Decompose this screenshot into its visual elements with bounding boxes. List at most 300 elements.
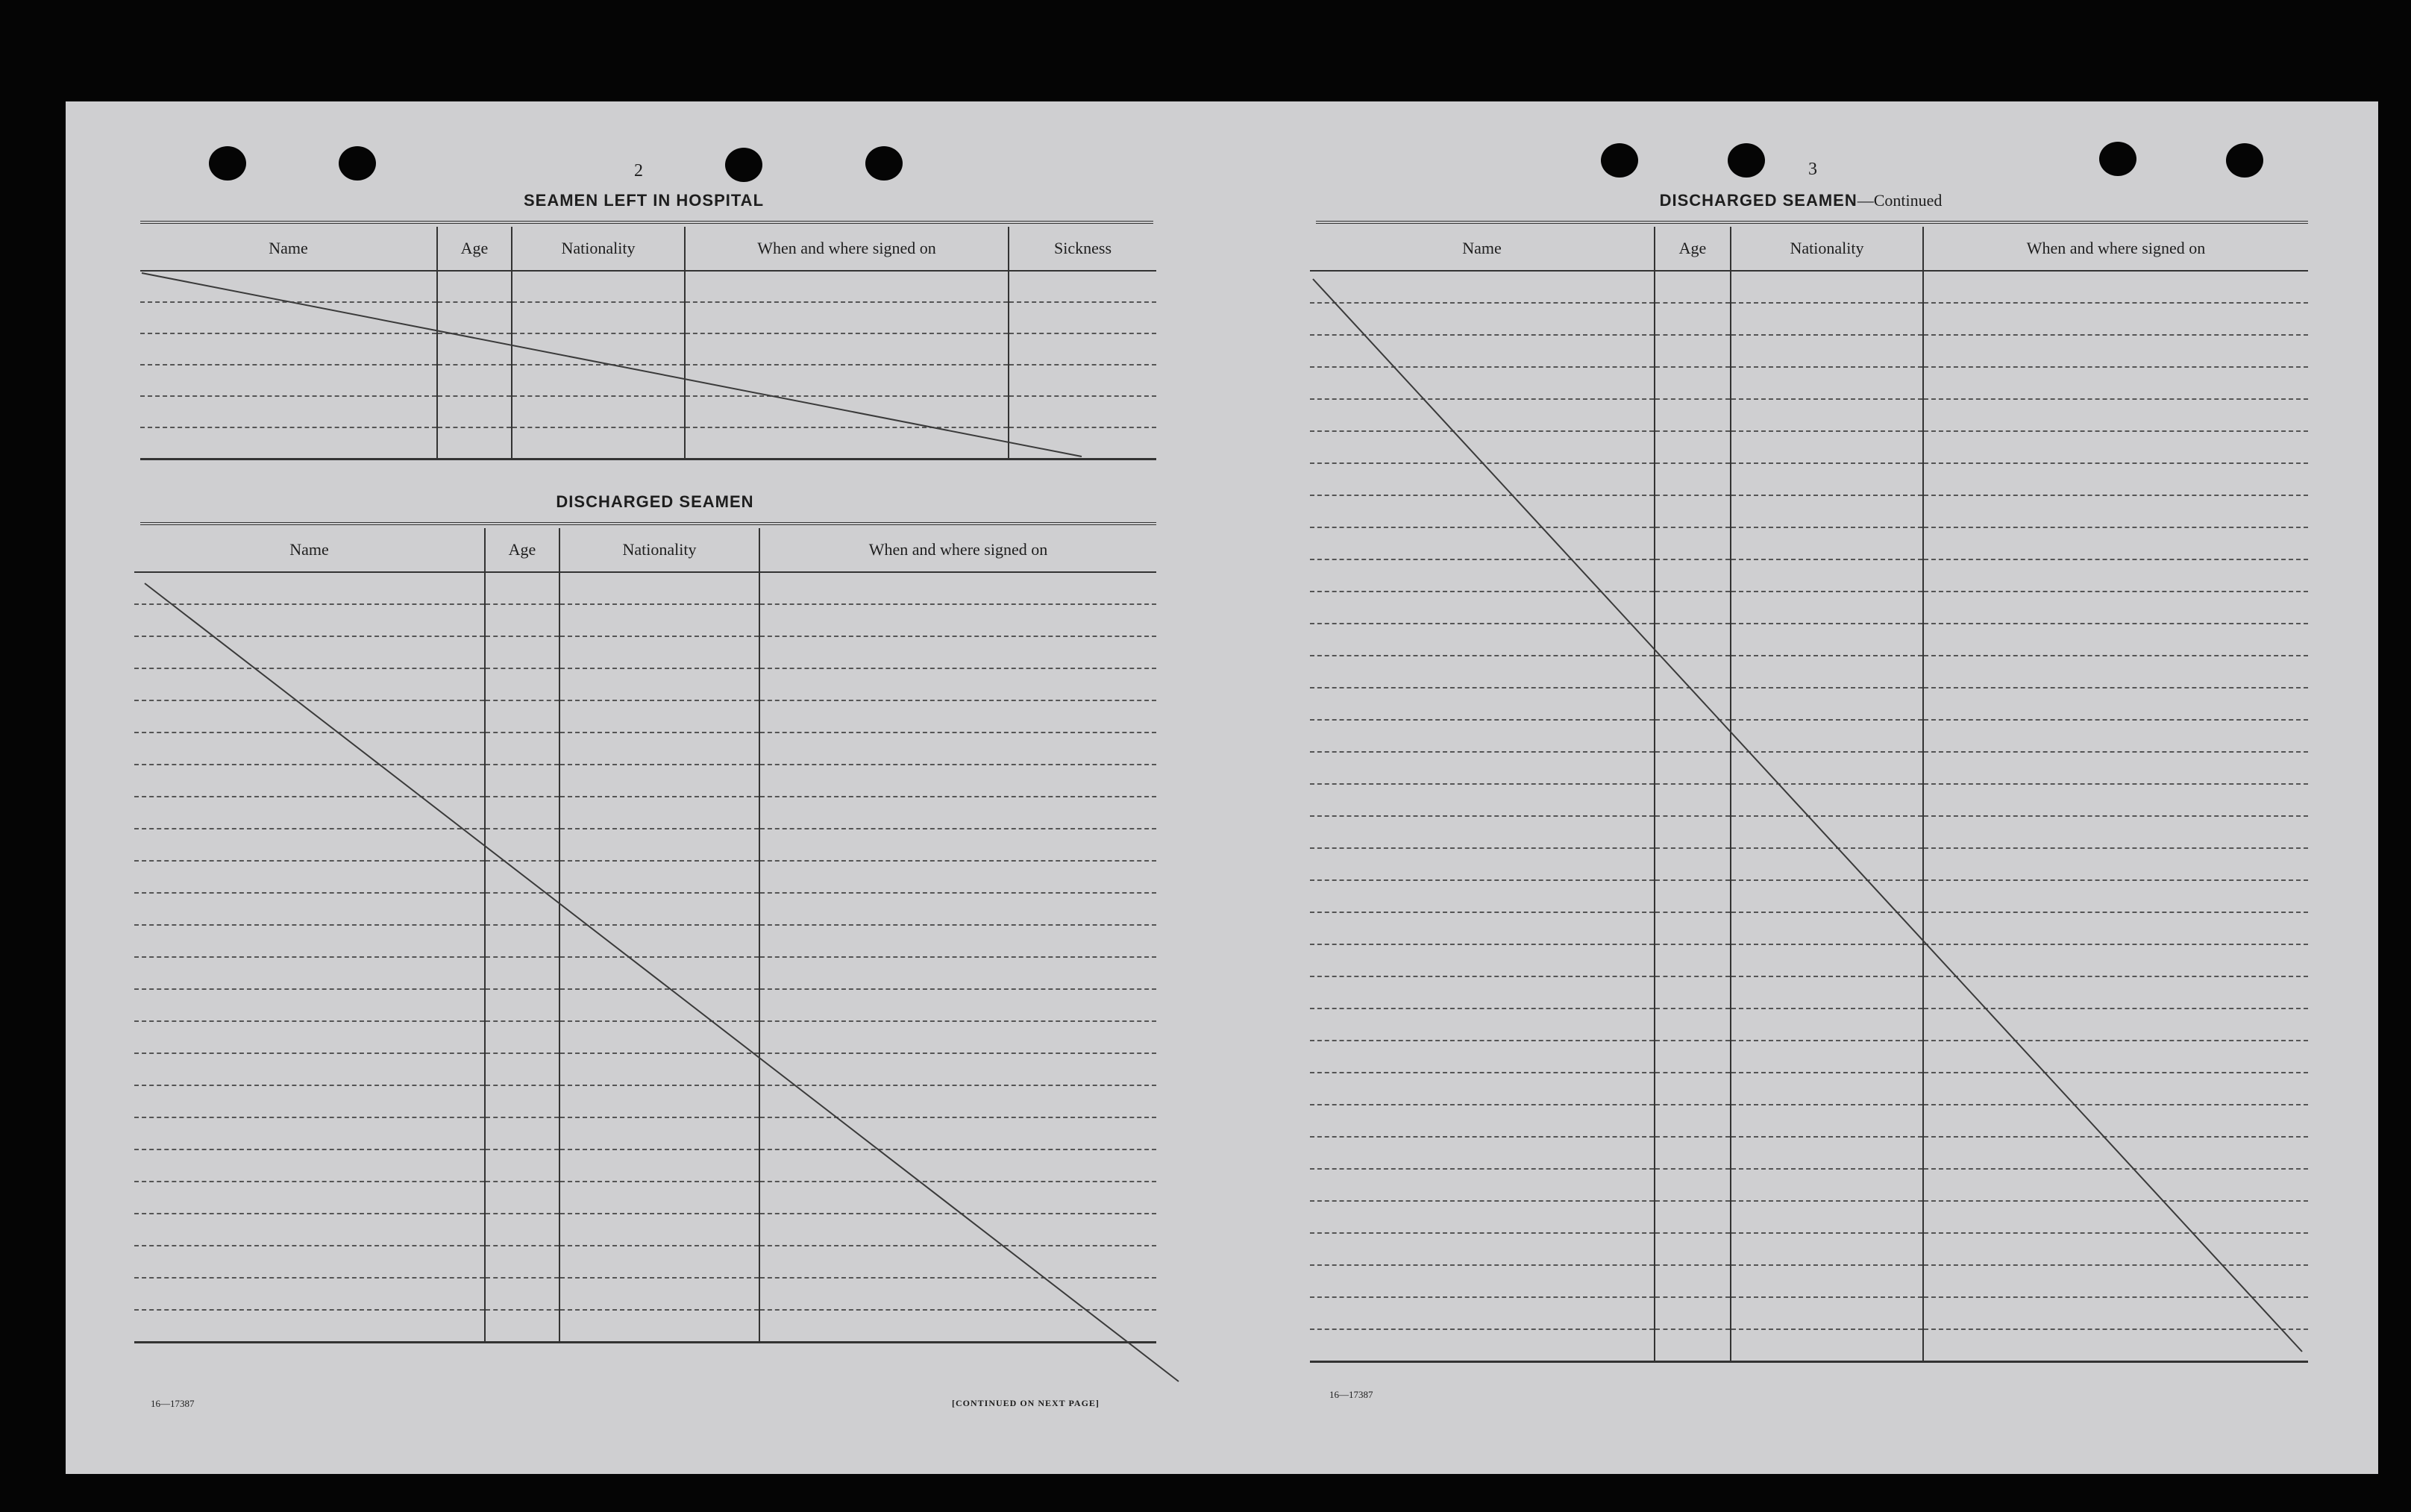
table-cell [485, 733, 559, 765]
table-cell [759, 1117, 1156, 1149]
column-header-name: Name [134, 528, 485, 572]
table-row [140, 396, 1156, 427]
table-row [1310, 880, 2308, 912]
table-cell [1923, 944, 2308, 976]
table-row [1310, 1297, 2308, 1329]
table-cell [1655, 1073, 1731, 1105]
table-cell [1923, 1297, 2308, 1329]
table-row [134, 1182, 1156, 1214]
column-header-sickness: Sickness [1009, 227, 1156, 271]
table-cell [559, 989, 759, 1021]
table-cell [1731, 1008, 1923, 1041]
table-cell [1731, 656, 1923, 688]
table-cell [1310, 912, 1655, 944]
table-cell [759, 668, 1156, 700]
table-row [134, 861, 1156, 893]
table-cell [1655, 1329, 1731, 1361]
table-cell [685, 302, 1009, 333]
form-number-left: 16—17387 [151, 1398, 195, 1409]
table-cell [1923, 527, 2308, 559]
table-row [1310, 1008, 2308, 1041]
table-cell [1731, 880, 1923, 912]
punch-hole [339, 146, 376, 181]
table-cell [1923, 1073, 2308, 1105]
table-cell [1923, 1137, 2308, 1169]
table-cell [559, 1117, 759, 1149]
table-cell [1923, 656, 2308, 688]
table-cell [134, 1246, 485, 1278]
table-cell [1731, 463, 1923, 495]
table-cell [1655, 399, 1731, 431]
table-cell [759, 1021, 1156, 1053]
table-cell [485, 989, 559, 1021]
punch-hole [209, 146, 246, 181]
table-cell [759, 1085, 1156, 1117]
table-cell [1655, 848, 1731, 880]
table-cell [134, 636, 485, 668]
table-cell [1310, 559, 1655, 592]
table-cell [485, 1182, 559, 1214]
table-cell [1655, 688, 1731, 720]
table-cell [1310, 848, 1655, 880]
table-cell [1310, 1105, 1655, 1137]
table-cell [1655, 303, 1731, 335]
punch-hole [1728, 143, 1765, 178]
table-cell [1310, 816, 1655, 848]
table-cell [559, 1278, 759, 1310]
table-cell [1923, 1169, 2308, 1201]
table-cell [1731, 816, 1923, 848]
table-row [1310, 1329, 2308, 1361]
hospital-table [140, 227, 1156, 460]
table-cell [134, 1278, 485, 1310]
table-row [134, 636, 1156, 668]
table-cell [559, 1053, 759, 1085]
table-cell [559, 668, 759, 700]
table-row [1310, 592, 2308, 624]
column-header-signed-on: When and where signed on [685, 227, 1009, 271]
table-cell [1923, 399, 2308, 431]
table-cell [1731, 624, 1923, 656]
table-cell [759, 1053, 1156, 1085]
table-cell [559, 861, 759, 893]
table-cell [1731, 1297, 1923, 1329]
table-cell [485, 925, 559, 957]
column-header-nationality: Nationality [1731, 227, 1923, 271]
table-cell [134, 925, 485, 957]
table-row [1310, 335, 2308, 367]
table-cell [759, 604, 1156, 636]
table-cell [1310, 1008, 1655, 1041]
table-cell [1655, 527, 1731, 559]
table-cell [1731, 1201, 1923, 1233]
discharged-continued-table [1310, 227, 2308, 1363]
table-cell [1731, 912, 1923, 944]
table-cell [1310, 1201, 1655, 1233]
table-cell [1009, 271, 1156, 302]
punch-hole [2099, 142, 2136, 176]
table-cell [1923, 976, 2308, 1008]
table-cell [1731, 1137, 1923, 1169]
table-cell [1009, 333, 1156, 365]
table-row [1310, 912, 2308, 944]
table-cell [1655, 880, 1731, 912]
table-cell [1923, 592, 2308, 624]
table-cell [559, 893, 759, 925]
table-cell [1731, 303, 1923, 335]
table-cell [1923, 880, 2308, 912]
table-cell [134, 765, 485, 797]
table-cell [1923, 752, 2308, 784]
table-cell [559, 636, 759, 668]
table-cell [485, 668, 559, 700]
table-cell [759, 797, 1156, 829]
table-cell [512, 333, 685, 365]
discharged-continued-title [1316, 191, 2286, 210]
table-cell [1923, 1233, 2308, 1265]
table-cell [1923, 688, 2308, 720]
discharged-table [134, 528, 1156, 1343]
table-row [134, 829, 1156, 861]
table-cell [1655, 1233, 1731, 1265]
table-row [1310, 752, 2308, 784]
table-cell [1731, 1233, 1923, 1265]
column-header-name: Name [140, 227, 437, 271]
table-cell [559, 604, 759, 636]
table-cell [1310, 1169, 1655, 1201]
hospital-section-title: SEAMEN LEFT IN HOSPITAL [523, 191, 765, 210]
table-cell [1310, 1297, 1655, 1329]
table-row [134, 1021, 1156, 1053]
table-row [1310, 624, 2308, 656]
table-cell [1655, 367, 1731, 399]
table-cell [485, 604, 559, 636]
table-cell [1731, 976, 1923, 1008]
table-cell [134, 989, 485, 1021]
table-cell [559, 1021, 759, 1053]
table-cell [759, 572, 1156, 604]
table-cell [759, 1182, 1156, 1214]
column-header-age: Age [485, 528, 559, 572]
page-number-right: 3 [1808, 160, 1817, 179]
form-number-right: 16—17387 [1329, 1389, 1373, 1400]
table-cell [759, 893, 1156, 925]
table-cell [140, 365, 437, 396]
table-row [134, 765, 1156, 797]
table-cell [1923, 720, 2308, 752]
page-number-left: 2 [634, 161, 643, 181]
table-row [134, 1053, 1156, 1085]
table-row [134, 957, 1156, 989]
table-cell [1310, 880, 1655, 912]
table-row [1310, 784, 2308, 816]
table-row [1310, 463, 2308, 495]
table-cell [1009, 365, 1156, 396]
table-cell [134, 1053, 485, 1085]
table-cell [485, 1149, 559, 1182]
table-cell [1310, 1329, 1655, 1361]
table-row [140, 427, 1156, 459]
table-row [1310, 1233, 2308, 1265]
table-cell [1655, 944, 1731, 976]
table-row [140, 302, 1156, 333]
table-cell [1655, 816, 1731, 848]
table-cell [1310, 944, 1655, 976]
table-cell [1731, 431, 1923, 463]
table-cell [1655, 1105, 1731, 1137]
table-cell [512, 271, 685, 302]
punch-hole [865, 146, 903, 181]
table-cell [1655, 624, 1731, 656]
table-cell [1655, 495, 1731, 527]
table-cell [485, 797, 559, 829]
right-top-rule [1316, 221, 2308, 225]
table-cell [1923, 1041, 2308, 1073]
table-cell [559, 1310, 759, 1342]
table-row [134, 893, 1156, 925]
table-cell [759, 733, 1156, 765]
table-cell [1310, 303, 1655, 335]
table-cell [134, 572, 485, 604]
table-row [134, 572, 1156, 604]
table-cell [1731, 495, 1923, 527]
table-cell [437, 271, 512, 302]
table-cell [759, 989, 1156, 1021]
table-cell [485, 700, 559, 733]
table-cell [134, 1149, 485, 1182]
table-row [140, 365, 1156, 396]
table-cell [485, 1278, 559, 1310]
table-cell [1655, 1041, 1731, 1073]
table-cell [759, 765, 1156, 797]
table-cell [1923, 624, 2308, 656]
table-cell [559, 572, 759, 604]
table-cell [134, 1182, 485, 1214]
table-cell [559, 829, 759, 861]
table-cell [1655, 271, 1731, 303]
table-cell [1310, 271, 1655, 303]
table-cell [559, 797, 759, 829]
table-cell [140, 396, 437, 427]
table-cell [1655, 1201, 1731, 1233]
table-row [1310, 1105, 2308, 1137]
table-cell [1731, 527, 1923, 559]
column-header-age: Age [437, 227, 512, 271]
table-row [1310, 1137, 2308, 1169]
table-cell [1655, 752, 1731, 784]
table-cell [512, 365, 685, 396]
table-cell [134, 957, 485, 989]
table-cell [1310, 1073, 1655, 1105]
table-cell [1310, 1265, 1655, 1297]
table-cell [1655, 1137, 1731, 1169]
table-cell [559, 1085, 759, 1117]
table-cell [1731, 1041, 1923, 1073]
table-cell [134, 1085, 485, 1117]
table-cell [1310, 976, 1655, 1008]
table-cell [685, 271, 1009, 302]
table-cell [485, 893, 559, 925]
table-cell [134, 893, 485, 925]
table-row [1310, 944, 2308, 976]
table-row [134, 1117, 1156, 1149]
table-row [1310, 1041, 2308, 1073]
table-cell [1655, 431, 1731, 463]
table-cell [485, 1053, 559, 1085]
discharged-continued-title-text: DISCHARGED SEAMEN [1659, 191, 1857, 210]
hospital-top-rule [140, 221, 1153, 225]
table-cell [1310, 1041, 1655, 1073]
table-cell [759, 925, 1156, 957]
table-cell [759, 957, 1156, 989]
table-row [134, 1085, 1156, 1117]
table-cell [134, 861, 485, 893]
table-row [1310, 720, 2308, 752]
table-cell [485, 1214, 559, 1246]
table-cell [1731, 1169, 1923, 1201]
table-row [134, 733, 1156, 765]
table-cell [140, 302, 437, 333]
table-cell [1923, 431, 2308, 463]
table-row [1310, 1073, 2308, 1105]
column-header-nationality: Nationality [559, 528, 759, 572]
table-cell [685, 427, 1009, 459]
table-cell [1731, 1073, 1923, 1105]
table-cell [1310, 688, 1655, 720]
table-cell [759, 1214, 1156, 1246]
table-row [1310, 495, 2308, 527]
table-cell [759, 1310, 1156, 1342]
table-row [1310, 303, 2308, 335]
table-cell [134, 1214, 485, 1246]
table-cell [485, 572, 559, 604]
table-row [1310, 1169, 2308, 1201]
table-cell [1655, 1265, 1731, 1297]
table-cell [1310, 1137, 1655, 1169]
table-cell [1310, 527, 1655, 559]
continued-suffix: —Continued [1857, 191, 1943, 210]
table-cell [134, 733, 485, 765]
table-cell [1310, 784, 1655, 816]
table-cell [559, 1214, 759, 1246]
table-row [134, 1278, 1156, 1310]
table-cell [1655, 559, 1731, 592]
table-cell [1731, 1329, 1923, 1361]
table-row [1310, 976, 2308, 1008]
table-cell [559, 700, 759, 733]
table-cell [559, 957, 759, 989]
table-cell [1923, 1329, 2308, 1361]
table-cell [559, 1149, 759, 1182]
table-row [1310, 527, 2308, 559]
table-cell [437, 302, 512, 333]
table-cell [1731, 752, 1923, 784]
table-cell [485, 765, 559, 797]
table-cell [1731, 688, 1923, 720]
table-row [140, 271, 1156, 302]
table-cell [1731, 1105, 1923, 1137]
table-cell [1923, 335, 2308, 367]
table-row [1310, 431, 2308, 463]
table-cell [1731, 848, 1923, 880]
table-cell [1310, 752, 1655, 784]
table-cell [134, 797, 485, 829]
table-cell [1923, 1105, 2308, 1137]
table-cell [1923, 1265, 2308, 1297]
table-cell [1731, 271, 1923, 303]
table-cell [1655, 912, 1731, 944]
table-cell [759, 636, 1156, 668]
table-cell [1923, 271, 2308, 303]
table-cell [1310, 431, 1655, 463]
table-cell [140, 333, 437, 365]
table-cell [1731, 720, 1923, 752]
table-cell [1655, 1169, 1731, 1201]
table-cell [1655, 976, 1731, 1008]
table-cell [759, 1278, 1156, 1310]
table-cell [1009, 396, 1156, 427]
table-cell [1923, 559, 2308, 592]
table-row [134, 1214, 1156, 1246]
table-row [1310, 1201, 2308, 1233]
table-cell [559, 1182, 759, 1214]
table-cell [512, 396, 685, 427]
table-cell [1731, 335, 1923, 367]
table-cell [134, 829, 485, 861]
table-row [1310, 559, 2308, 592]
table-cell [1731, 944, 1923, 976]
discharged-section-title: DISCHARGED SEAMEN [556, 492, 754, 511]
column-header-nationality: Nationality [512, 227, 685, 271]
table-cell [1655, 1297, 1731, 1329]
table-row [134, 925, 1156, 957]
table-cell [1923, 816, 2308, 848]
punch-hole [2226, 143, 2263, 178]
table-cell [485, 957, 559, 989]
discharged-top-rule [140, 522, 1156, 527]
table-cell [485, 1021, 559, 1053]
column-header-signed-on: When and where signed on [1923, 227, 2308, 271]
table-cell [685, 365, 1009, 396]
table-row [1310, 271, 2308, 303]
table-cell [685, 333, 1009, 365]
table-cell [1731, 367, 1923, 399]
table-row [134, 668, 1156, 700]
table-cell [759, 1246, 1156, 1278]
table-row [140, 333, 1156, 365]
table-cell [1310, 1233, 1655, 1265]
table-cell [1923, 784, 2308, 816]
table-cell [437, 396, 512, 427]
table-cell [485, 1310, 559, 1342]
table-cell [1731, 559, 1923, 592]
table-cell [485, 1246, 559, 1278]
table-row [134, 1310, 1156, 1342]
table-row [134, 797, 1156, 829]
table-cell [1655, 592, 1731, 624]
table-cell [559, 765, 759, 797]
table-cell [759, 1149, 1156, 1182]
table-cell [1923, 303, 2308, 335]
punch-hole [725, 148, 762, 182]
table-cell [1923, 848, 2308, 880]
table-cell [140, 427, 437, 459]
table-cell [1655, 656, 1731, 688]
table-cell [1310, 592, 1655, 624]
table-cell [1923, 1008, 2308, 1041]
table-cell [485, 861, 559, 893]
table-cell [685, 396, 1009, 427]
